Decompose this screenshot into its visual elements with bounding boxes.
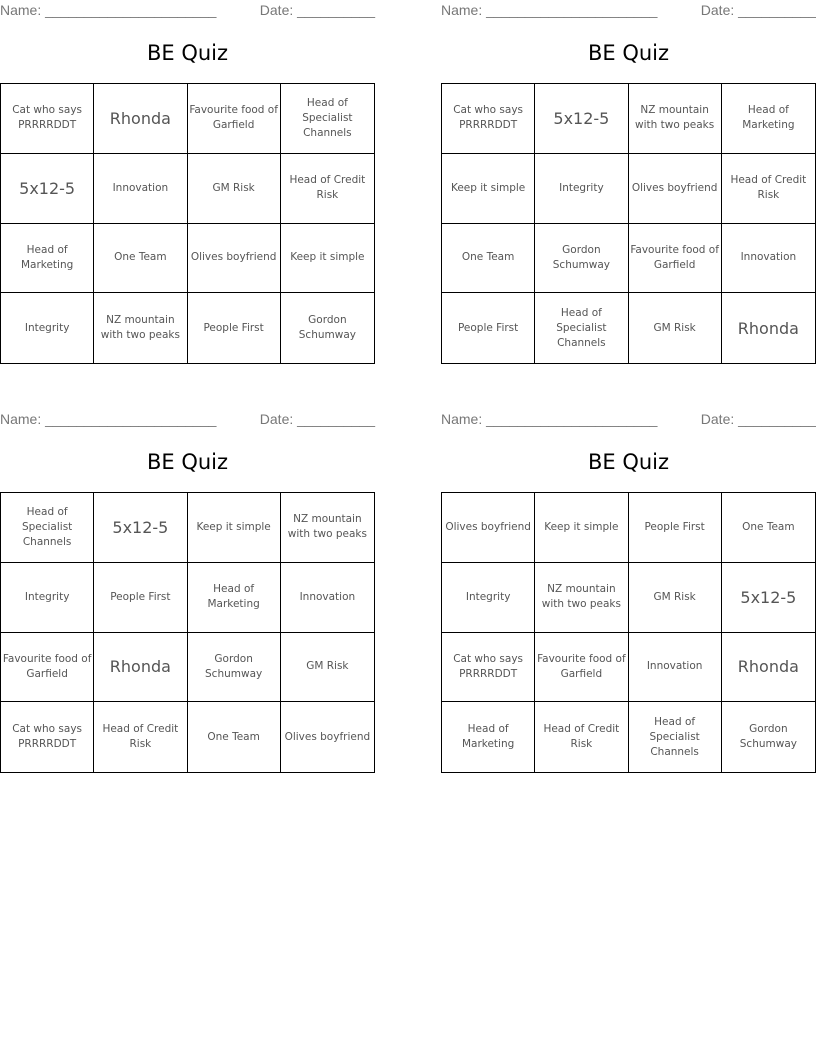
- name-field[interactable]: Name: ______________________: [441, 2, 658, 18]
- bingo-cell[interactable]: People First: [629, 493, 722, 563]
- bingo-cell[interactable]: Gordon Schumway: [298, 314, 356, 342]
- bingo-cell[interactable]: People First: [188, 293, 281, 363]
- bingo-cell[interactable]: Integrity: [1, 563, 94, 633]
- bingo-cell[interactable]: GM Risk: [281, 633, 374, 703]
- bingo-cell[interactable]: Innovation: [722, 224, 815, 294]
- bingo-cell[interactable]: Olives boyfriend: [188, 224, 281, 294]
- bingo-cell[interactable]: Innovation: [94, 154, 187, 224]
- bingo-cell[interactable]: Head of Marketing: [722, 84, 815, 154]
- name-date-line: [0, 411, 375, 431]
- bingo-cell[interactable]: Integrity: [1, 293, 94, 363]
- bingo-cell[interactable]: NZ mountain with two peaks: [94, 293, 187, 363]
- bingo-cell[interactable]: Favourite food of Garfield: [629, 224, 722, 294]
- name-date-line: [0, 2, 375, 22]
- bingo-cell[interactable]: Integrity: [535, 154, 628, 224]
- bingo-cell[interactable]: Rhonda: [737, 318, 799, 338]
- bingo-cell[interactable]: Olives boyfriend: [284, 730, 371, 743]
- bingo-cell[interactable]: One Team: [94, 224, 187, 294]
- bingo-cell[interactable]: Cat who says PRRRRDDT: [442, 633, 535, 703]
- bingo-cell[interactable]: GM Risk: [188, 154, 281, 224]
- bingo-cell[interactable]: 5x12-5: [1, 154, 94, 224]
- bingo-cell[interactable]: Head of Specialist Channels: [535, 293, 628, 363]
- bingo-cell[interactable]: Cat who says PRRRRDDT: [1, 702, 94, 772]
- date-field[interactable]: Date: __________: [700, 2, 816, 18]
- bingo-cell[interactable]: People First: [442, 293, 535, 363]
- bingo-cell[interactable]: Head of Credit Risk: [722, 154, 815, 224]
- bingo-cell[interactable]: People First: [94, 563, 187, 633]
- card-title: BE Quiz: [587, 41, 670, 65]
- bingo-cell[interactable]: Head of Marketing: [1, 224, 94, 294]
- bingo-cell[interactable]: Head of Specialist Channels: [281, 84, 374, 154]
- bingo-cell[interactable]: One Team: [188, 702, 281, 772]
- date-field[interactable]: Date: __________: [259, 2, 375, 18]
- bingo-cell[interactable]: Olives boyfriend: [442, 493, 535, 563]
- bingo-cell[interactable]: Gordon Schumway: [188, 633, 281, 703]
- name-date-line: [441, 411, 816, 431]
- bingo-cell[interactable]: Olives boyfriend: [629, 154, 722, 224]
- bingo-grid: [441, 83, 816, 364]
- card-title: BE Quiz: [587, 450, 670, 474]
- bingo-cell[interactable]: Favourite food of Garfield: [188, 84, 281, 154]
- bingo-grid: [441, 492, 816, 773]
- bingo-cell[interactable]: GM Risk: [629, 563, 722, 633]
- name-date-line: [441, 2, 816, 22]
- bingo-cell[interactable]: 5x12-5: [94, 493, 187, 563]
- bingo-cell[interactable]: 5x12-5: [535, 84, 628, 154]
- name-field[interactable]: Name: ______________________: [0, 411, 217, 427]
- bingo-cell[interactable]: Keep it simple: [281, 224, 374, 294]
- bingo-cell[interactable]: One Team: [442, 224, 535, 294]
- bingo-cell[interactable]: Rhonda: [722, 633, 815, 703]
- bingo-cell[interactable]: Head of Credit Risk: [94, 702, 187, 772]
- bingo-cell[interactable]: NZ mountain with two peaks: [629, 84, 722, 154]
- bingo-cell[interactable]: Keep it simple: [535, 493, 628, 563]
- card-title: BE Quiz: [146, 450, 229, 474]
- bingo-cell[interactable]: One Team: [722, 493, 815, 563]
- bingo-cell[interactable]: Keep it simple: [188, 493, 281, 563]
- name-field[interactable]: Name: ______________________: [0, 2, 217, 18]
- bingo-cell[interactable]: Innovation: [629, 633, 722, 703]
- bingo-cell[interactable]: NZ mountain with two peaks: [535, 563, 628, 633]
- bingo-cell[interactable]: Favourite food of Garfield: [535, 633, 628, 703]
- bingo-cell[interactable]: Integrity: [442, 563, 535, 633]
- name-field[interactable]: Name: ______________________: [441, 411, 658, 427]
- card-title: BE Quiz: [146, 41, 229, 65]
- bingo-cell[interactable]: Head of Credit Risk: [535, 702, 628, 772]
- date-field[interactable]: Date: __________: [700, 411, 816, 427]
- bingo-cell[interactable]: Head of Marketing: [442, 702, 535, 772]
- bingo-cell[interactable]: Gordon Schumway: [739, 723, 797, 751]
- bingo-cell[interactable]: Keep it simple: [442, 154, 535, 224]
- bingo-cell[interactable]: GM Risk: [629, 293, 722, 363]
- bingo-cell[interactable]: Innovation: [281, 563, 374, 633]
- bingo-cell[interactable]: NZ mountain with two peaks: [281, 493, 374, 563]
- bingo-cell[interactable]: Head of Credit Risk: [281, 154, 374, 224]
- bingo-cell[interactable]: 5x12-5: [722, 563, 815, 633]
- bingo-cell[interactable]: Rhonda: [94, 633, 187, 703]
- bingo-grid: [0, 83, 375, 364]
- bingo-cell[interactable]: Rhonda: [94, 84, 187, 154]
- bingo-cell[interactable]: Cat who says PRRRRDDT: [442, 84, 535, 154]
- bingo-cell[interactable]: Cat who says PRRRRDDT: [1, 84, 94, 154]
- bingo-cell[interactable]: Head of Specialist Channels: [629, 702, 722, 772]
- bingo-cell[interactable]: Head of Marketing: [188, 563, 281, 633]
- bingo-cell[interactable]: Head of Specialist Channels: [1, 493, 94, 563]
- date-field[interactable]: Date: __________: [259, 411, 375, 427]
- bingo-cell[interactable]: Gordon Schumway: [535, 224, 628, 294]
- bingo-grid: [0, 492, 375, 773]
- bingo-cell[interactable]: Favourite food of Garfield: [1, 633, 94, 703]
